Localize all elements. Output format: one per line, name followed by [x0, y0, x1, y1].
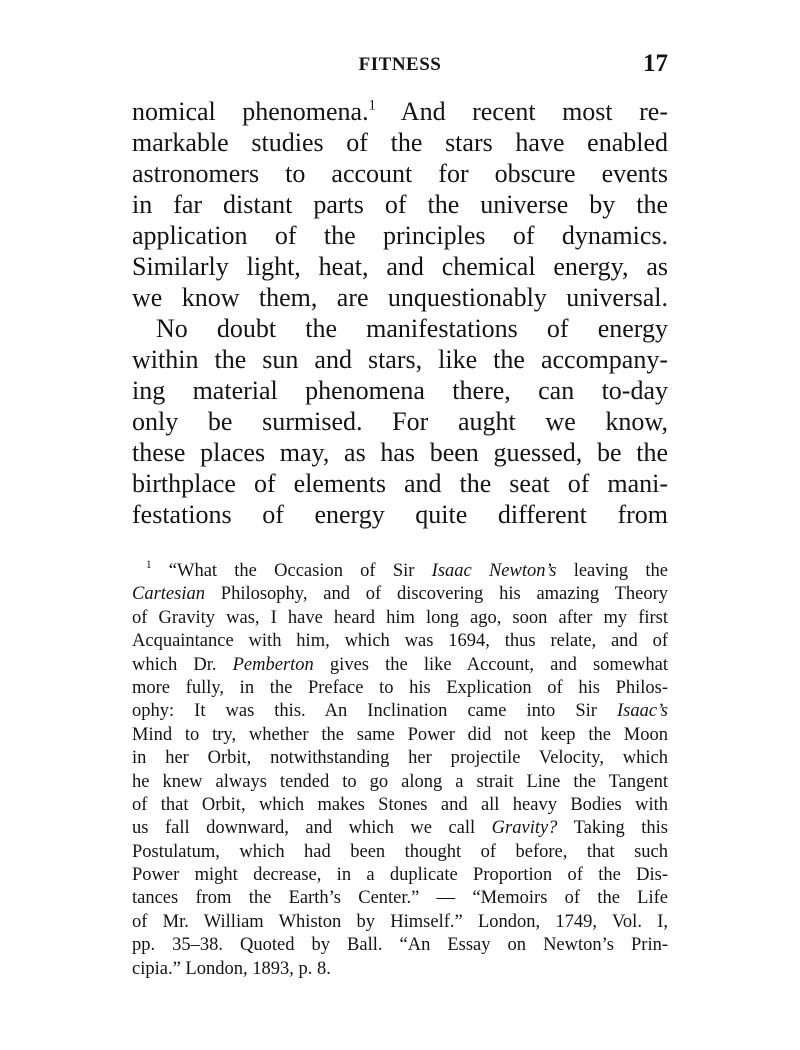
footnote-reference: 1: [368, 97, 376, 114]
text-span: “What the Occasion of Sir: [168, 561, 432, 581]
text-span: And recent most re-: [375, 97, 668, 126]
footnote-line: [132, 817, 668, 840]
body-line: these places may, as has been guessed, be the: [132, 438, 668, 467]
italic-name: Gravity?: [491, 818, 558, 839]
body-line: only be surmised. For aught we know,: [132, 407, 668, 436]
body-line: astronomers to account for obscure events: [132, 159, 668, 188]
body-line: we know them, are unquestionably universal.: [132, 283, 668, 312]
footnote-line: pp. 35–38. Quoted by Ball. “An Essay on Newton’s Prin-: [132, 935, 668, 956]
footnote-line: cipia.” London, 1893, p. 8.: [132, 958, 331, 979]
body-line: ing material phenomena there, can to-day: [132, 376, 668, 405]
text-span: nomical phenomena.: [132, 97, 369, 126]
body-text: [132, 96, 668, 530]
footnote-line: [132, 700, 668, 723]
body-line: festations of energy quite different from: [132, 500, 668, 529]
footnote-line: of Mr. William Whiston by Himself.” London, 1749, Vol. I,: [132, 911, 668, 932]
footnote-line: Mind to try, whether the same Power did not keep the Moon: [132, 724, 668, 745]
italic-name: Cartesian: [132, 584, 205, 605]
footnote-line: [132, 654, 668, 677]
footnote-marker: 1: [146, 559, 152, 572]
footnote-line: in her Orbit, notwithstanding her projectile Velocity, which: [132, 748, 668, 769]
text-span: leaving the: [556, 561, 668, 581]
body-line: in far distant parts of the universe by the: [132, 190, 668, 219]
italic-name: Pemberton: [232, 654, 314, 675]
text-span: us fall downward, and which we call: [132, 818, 492, 839]
text-span: which Dr.: [132, 654, 233, 675]
text-span: ophy: It was this. An Inclination came into Sir: [132, 701, 617, 722]
text-span: Philosophy, and of discovering his amazing Theory: [204, 584, 668, 605]
footnote: [132, 560, 668, 981]
body-line: [132, 96, 668, 127]
text-span: Taking this: [557, 818, 668, 839]
page-number: 17: [643, 50, 668, 77]
footnote-line: Acquaintance with him, which was 1694, thus relate, and of: [132, 631, 668, 652]
footnote-line: more fully, in the Preface to his Explication of his Philos-: [132, 677, 668, 698]
body-line: Similarly light, heat, and chemical energy, as: [132, 252, 668, 281]
footnote-line: Power might decrease, in a duplicate Proportion of the Dis-: [132, 865, 668, 886]
footnote-line: he knew always tended to go along a strait Line the Tangent: [132, 771, 668, 792]
body-line: No doubt the manifestations of energy: [156, 314, 668, 343]
italic-name: Isaac’s: [616, 701, 668, 722]
italic-name: Isaac Newton’s: [431, 561, 557, 581]
footnote-line: [132, 560, 668, 583]
footnote-line: of that Orbit, which makes Stones and all heavy Bodies with: [132, 794, 668, 815]
footnote-line: of Gravity was, I have heard him long ago, soon after my first: [132, 607, 668, 628]
body-line: markable studies of the stars have enabled: [132, 128, 668, 157]
text-span: gives the like Account, and somewhat: [313, 654, 668, 675]
footnote-line: tances from the Earth’s Center.” — “Memoirs of the Life: [132, 888, 668, 909]
footnote-line: Postulatum, which had been thought of before, that such: [132, 841, 668, 862]
page-header: [132, 52, 668, 80]
body-line: within the sun and stars, like the accompany-: [132, 345, 668, 374]
body-line: birthplace of elements and the seat of mani-: [132, 469, 668, 498]
body-line: application of the principles of dynamics.: [132, 221, 668, 250]
footnote-line: [132, 583, 668, 606]
running-head: FITNESS: [358, 54, 442, 75]
